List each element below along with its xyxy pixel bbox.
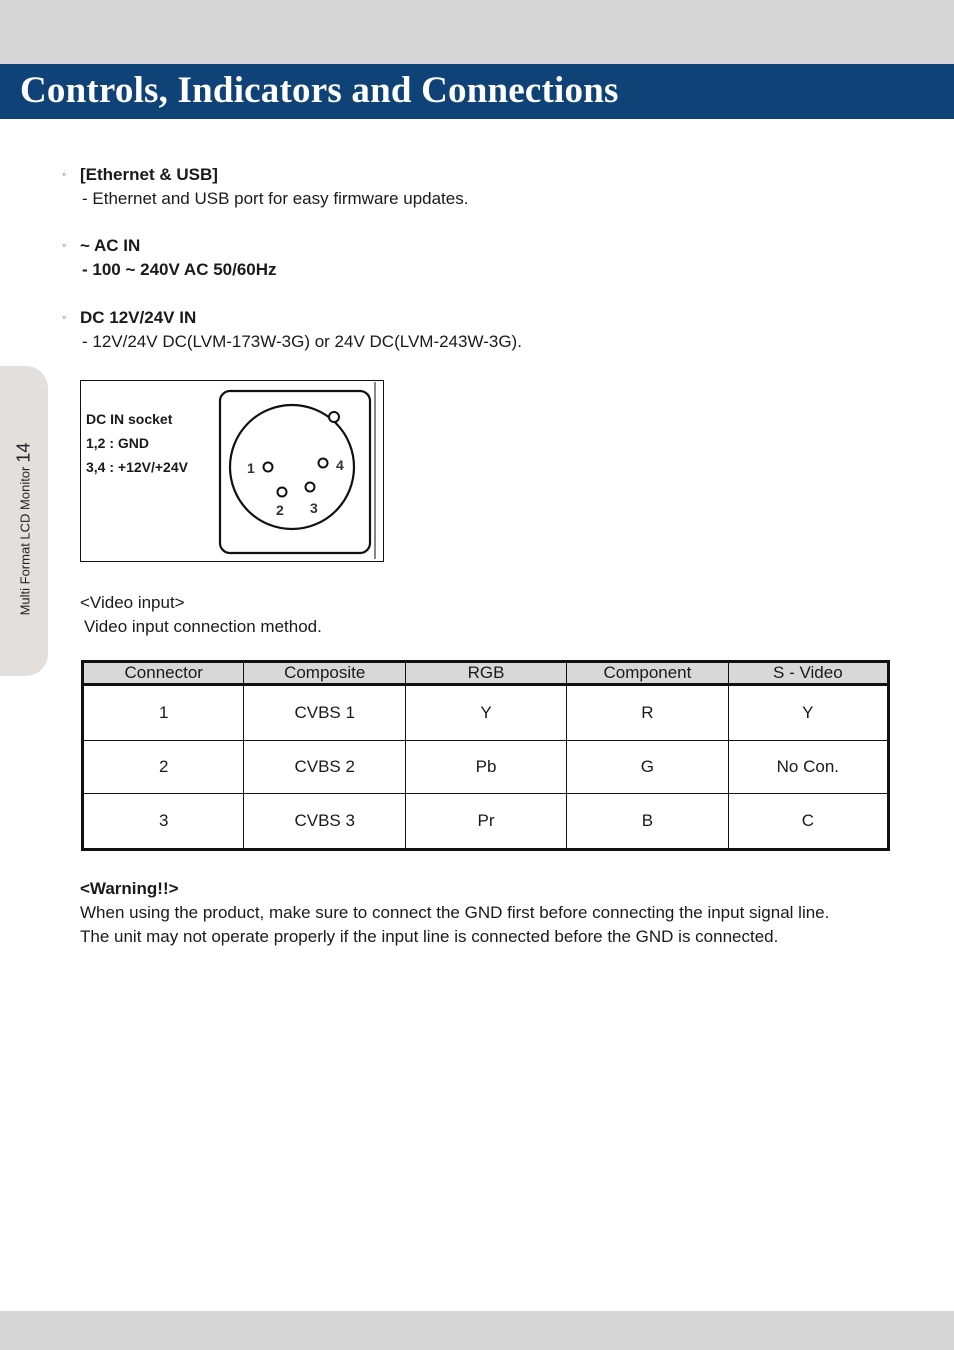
warning-section bbox=[80, 877, 829, 949]
dc-socket-power: 3,4 : +12V/+24V bbox=[86, 459, 188, 475]
pin-label-1: 1 bbox=[247, 460, 255, 476]
header-band bbox=[0, 0, 954, 64]
table-cell: Y bbox=[405, 685, 566, 741]
table-cell: CVBS 2 bbox=[244, 740, 405, 793]
table-cell: Pb bbox=[405, 740, 566, 793]
bullet-marker: ◦ bbox=[62, 167, 67, 181]
bullet-detail: - Ethernet and USB port for easy firmware updates. bbox=[82, 189, 469, 208]
bullet-dc-in bbox=[62, 305, 522, 354]
table-cell: CVBS 3 bbox=[244, 794, 405, 850]
table-cell: 2 bbox=[83, 740, 244, 793]
table-cell: R bbox=[567, 685, 729, 741]
bullet-detail: - 12V/24V DC(LVM-173W-3G) or 24V DC(LVM-243W-3G). bbox=[82, 332, 522, 351]
dc-socket-title: DC IN socket bbox=[86, 411, 173, 427]
page-number: 14 bbox=[13, 442, 34, 463]
video-input-section bbox=[80, 591, 322, 639]
bullet-marker: ◦ bbox=[62, 238, 67, 252]
video-input-description: Video input connection method. bbox=[84, 617, 322, 636]
pin-2-icon bbox=[278, 488, 287, 497]
video-input-table bbox=[81, 660, 890, 851]
table-row bbox=[83, 740, 889, 793]
table-row bbox=[83, 794, 889, 850]
footer-band bbox=[0, 1311, 954, 1350]
column-header: Composite bbox=[244, 662, 405, 685]
pin-4-icon bbox=[319, 459, 328, 468]
table-cell: B bbox=[567, 794, 729, 850]
xlr-connector-icon bbox=[81, 381, 383, 561]
column-header: Connector bbox=[83, 662, 244, 685]
bullet-ethernet-usb bbox=[62, 162, 468, 211]
table-cell: C bbox=[728, 794, 888, 850]
column-header: S - Video bbox=[728, 662, 888, 685]
bullet-heading: ~ AC IN bbox=[80, 236, 141, 255]
pin-label-2: 2 bbox=[276, 502, 284, 518]
column-header: RGB bbox=[405, 662, 566, 685]
warning-line-2: The unit may not operate properly if the input line is connected before the GND is connected. bbox=[80, 927, 779, 946]
table-cell: 1 bbox=[83, 685, 244, 741]
video-input-heading: <Video input> bbox=[80, 593, 185, 612]
bullet-ac-in bbox=[62, 233, 277, 282]
table-cell: Y bbox=[728, 685, 888, 741]
bullet-detail: - 100 ~ 240V AC 50/60Hz bbox=[82, 260, 277, 279]
pin-3-icon bbox=[306, 483, 315, 492]
title-bar bbox=[0, 64, 954, 119]
table-header-row bbox=[83, 662, 889, 685]
pin-label-3: 3 bbox=[310, 500, 318, 516]
bullet-heading: DC 12V/24V IN bbox=[80, 308, 197, 327]
table-cell: Pr bbox=[405, 794, 566, 850]
bullet-marker: ◦ bbox=[62, 310, 67, 324]
page-title: Controls, Indicators and Connections bbox=[20, 70, 619, 111]
dc-socket-diagram bbox=[80, 380, 384, 562]
pin-1-icon bbox=[264, 463, 273, 472]
bullet-heading: [Ethernet & USB] bbox=[80, 165, 218, 184]
table-cell: CVBS 1 bbox=[244, 685, 405, 741]
column-header: Component bbox=[567, 662, 729, 685]
table-cell: G bbox=[567, 740, 729, 793]
side-tab-text: Multi Format LCD Monitor bbox=[17, 466, 33, 616]
pin-label-4: 4 bbox=[336, 457, 344, 473]
table-cell: No Con. bbox=[728, 740, 888, 793]
table-row bbox=[83, 685, 889, 741]
table-cell: 3 bbox=[83, 794, 244, 850]
side-tab-label bbox=[14, 443, 35, 616]
warning-line-1: When using the product, make sure to connect the GND first before connecting the input signal line. bbox=[80, 903, 830, 922]
warning-title: <Warning!!> bbox=[80, 879, 179, 898]
dc-socket-gnd: 1,2 : GND bbox=[86, 435, 150, 451]
